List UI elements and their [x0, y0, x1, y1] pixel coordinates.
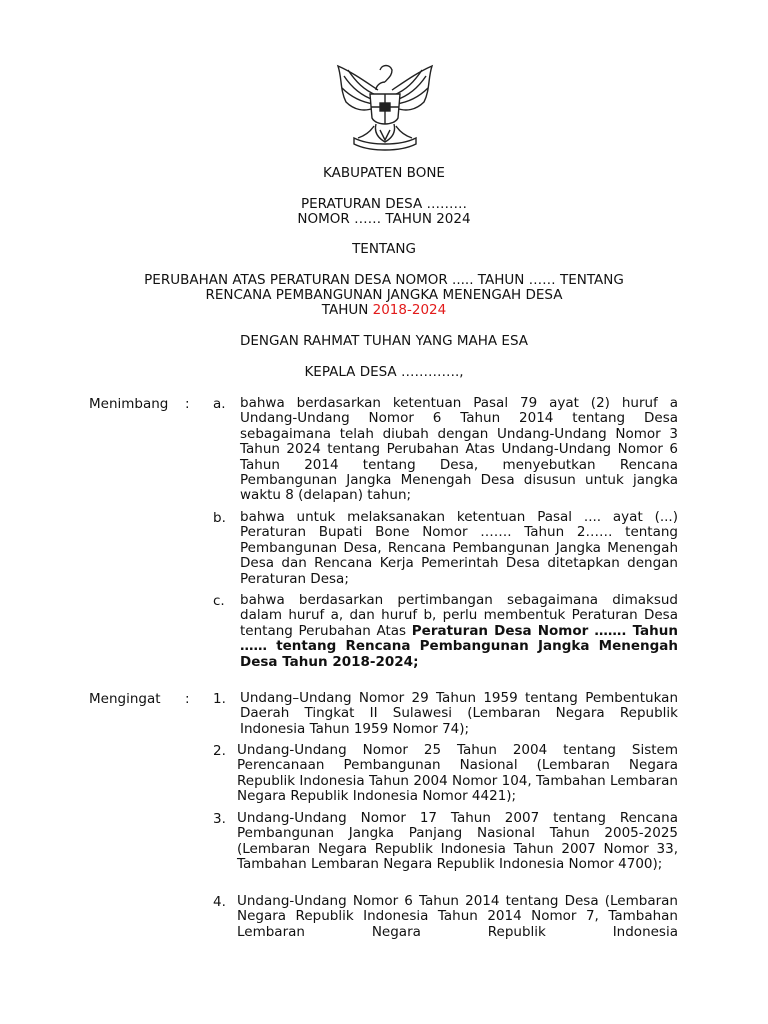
consideration-c-plain: bahwa berdasarkan pertimbangan sebagaimana dimaksud dalam huruf a, dan huruf b, perlu membentuk Peraturan Desa tentang Perubahan Atas	[240, 592, 678, 639]
regency-name: KABUPATEN BONE	[323, 165, 445, 181]
consideration-b-mark: b.	[213, 510, 226, 526]
title-line-2: RENCANA PEMBANGUNAN JANGKA MENENGAH DESA	[205, 287, 563, 303]
menimbang-colon: :	[185, 396, 190, 412]
legal-basis-3-mark: 3.	[213, 811, 226, 827]
menimbang-label: Menimbang	[89, 396, 169, 412]
about-heading: TENTANG	[352, 241, 416, 257]
legal-basis-2-mark: 2.	[213, 743, 226, 759]
legal-basis-1-mark: 1.	[213, 691, 226, 707]
regulation-number: NOMOR …… TAHUN 2024	[297, 211, 471, 227]
consideration-a-mark: a.	[213, 396, 226, 412]
blessing-line: DENGAN RAHMAT TUHAN YANG MAHA ESA	[239, 333, 529, 349]
title-line-3	[0, 303, 768, 318]
consideration-c-mark: c.	[213, 593, 225, 609]
legal-basis-4-mark: 4.	[213, 894, 226, 910]
garuda-emblem-icon	[330, 60, 440, 152]
title-year-range: 2018-2024	[372, 302, 447, 318]
regulation-title: PERATURAN DESA ………	[300, 196, 468, 212]
legal-basis-3-text: Undang-Undang Nomor 17 Tahun 2007 tentang Rencana Pembangunan Jangka Panjang Nasional Tahun 2005-2025 (Lembaran Negara Republik Indonesia Tahun 2007 Nomor 33, Tambahan Lembaran Negara Republik Indonesia Nomor 4700);	[237, 810, 678, 873]
mengingat-colon: :	[185, 691, 190, 707]
consideration-a-text: bahwa berdasarkan ketentuan Pasal 79 ayat (2) huruf a Undang-Undang Nomor 6 Tahun 2014 tentang Desa sebagaimana telah diubah dengan Undang-Undang Nomor 3 Tahun 2024 tentang Perubahan Atas Undang-Undang Nomor 6 Tahun 2014 tentang Desa, menyebutkan Rencana Pembangunan Jangka Menengah Desa disusun untuk jangka waktu 8 (delapan) tahun;	[240, 395, 678, 504]
title-year-prefix: TAHUN	[321, 302, 373, 318]
consideration-c-bold: Peraturan Desa Nomor ……. Tahun …… tentang Rencana Pembangunan Jangka Menengah Desa Tahun 2018-2024;	[240, 622, 678, 670]
consideration-b-text: bahwa untuk melaksanakan ketentuan Pasal .... ayat (...) Peraturan Bupati Bone Nomor ……. Tahun 2…… tentang Pembangunan Desa, Rencana Pembangunan Jangka Menengah Desa dan Rencana Kerja Pemerintah Desa ditetapkan dengan Peraturan Desa;	[240, 509, 678, 587]
head-of-village: KEPALA DESA ………….,	[304, 364, 464, 380]
legal-basis-2-text: Undang-Undang Nomor 25 Tahun 2004 tentang Sistem Perencanaan Pembangunan Nasional (Lembaran Negara Republik Indonesia Tahun 2004 Nomor 104, Tambahan Lembaran Negara Republik Indonesia Nomor 4421);	[237, 742, 678, 805]
consideration-c-text	[240, 593, 678, 670]
legal-basis-1-text: Undang–Undang Nomor 29 Tahun 1959 tentang Pembentukan Daerah Tingkat II Sulawesi (Lembaran Negara Republik Indonesia Tahun 1959 Nomor 74);	[240, 690, 678, 737]
legal-basis-4-text: Undang-Undang Nomor 6 Tahun 2014 tentang Desa (Lembaran Negara Republik Indonesia Tahun 2014 Nomor 7, Tambahan Lembaran Negara Republik Indonesia	[237, 893, 678, 940]
title-line-1: PERUBAHAN ATAS PERATURAN DESA NOMOR ..... TAHUN …… TENTANG	[144, 272, 624, 288]
mengingat-label: Mengingat	[89, 691, 161, 707]
